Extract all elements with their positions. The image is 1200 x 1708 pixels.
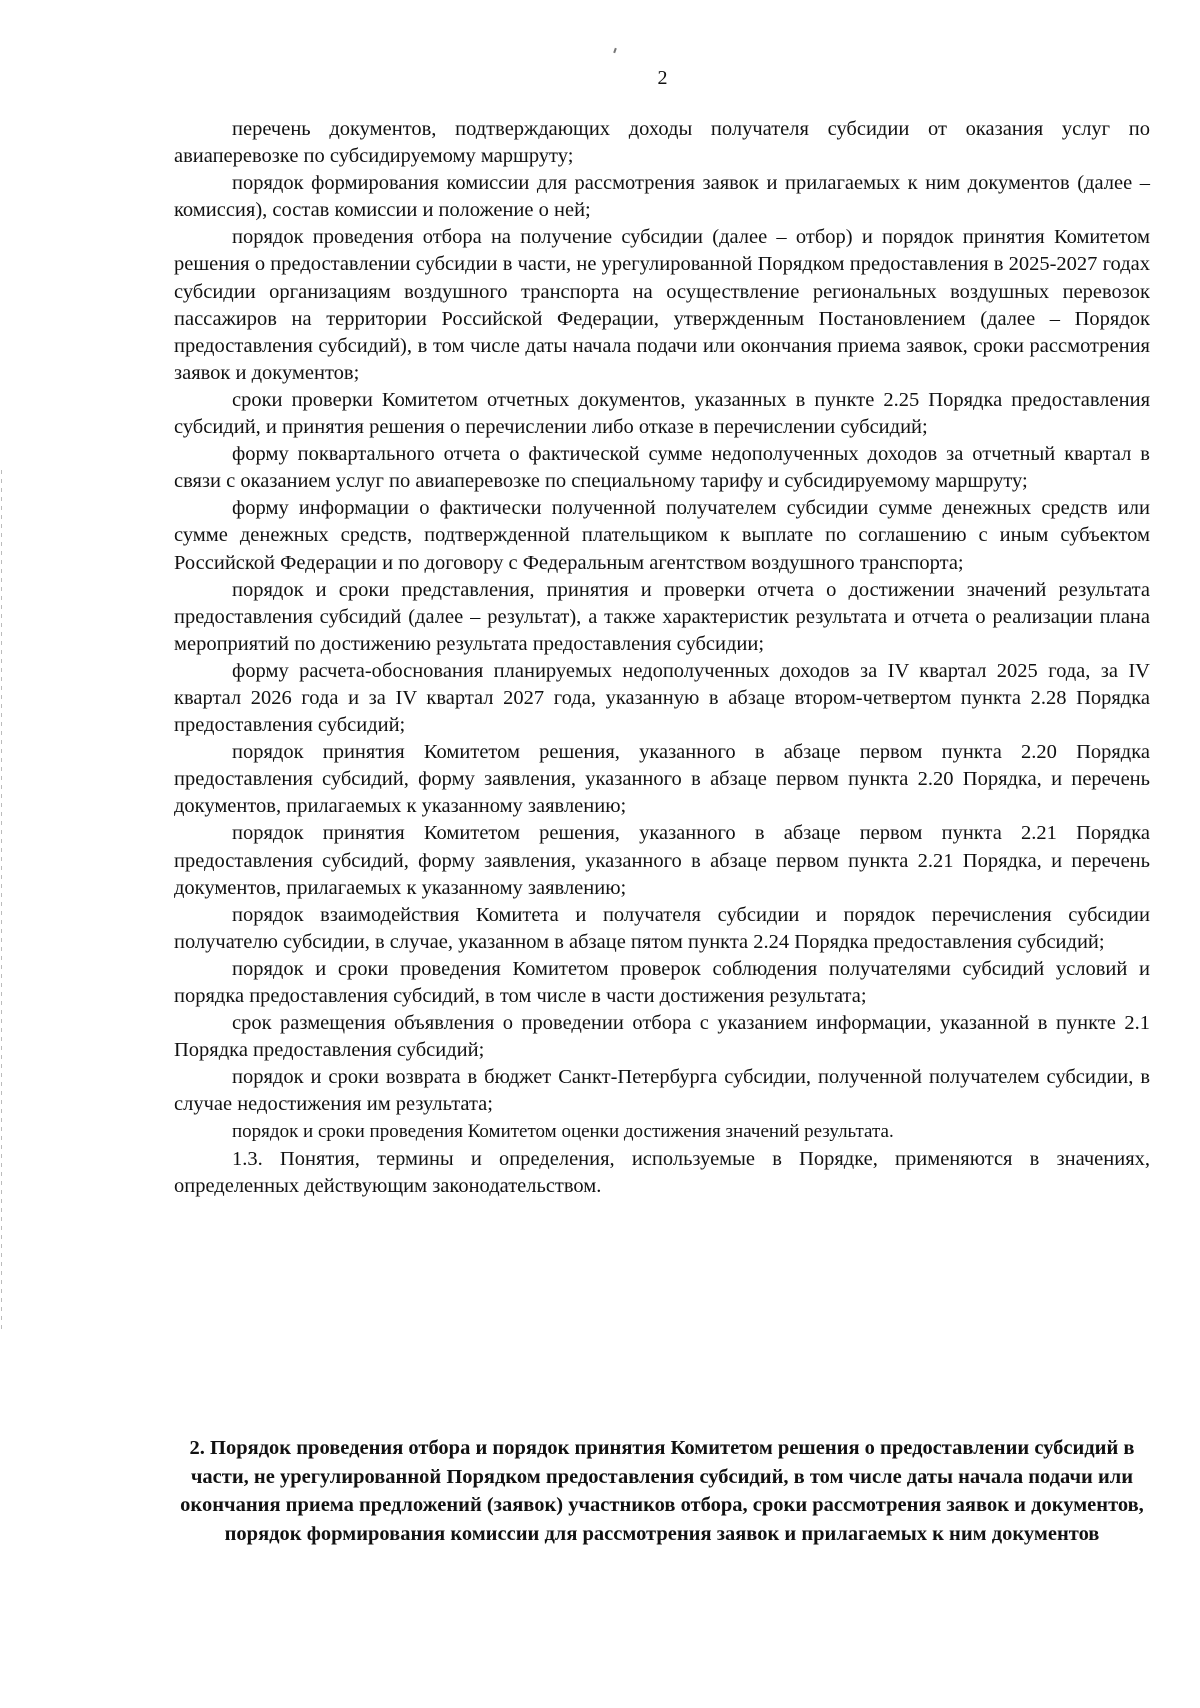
paragraph: порядок проведения отбора на получение субсидии (далее – отбор) и порядок принятия Комитетом решения о предоставлении субсидии в части, не урегулированной Порядком предоставления в 2025-2027 годах субсидии организациям воздушного транспорта на осуществление региональных воздушных перевозок пассажиров на территории Российской Федерации, утвержденным Постановлением (далее – Порядок предоставления субсидий), в том числе даты начала подачи или окончания приема заявок, сроки рассмотрения заявок и документов; (174, 226, 1150, 384)
paragraph: порядок и сроки возврата в бюджет Санкт-Петербурга субсидии, полученной получателем субсидии, в случае недостижения им результата; (174, 1066, 1150, 1116)
paragraph: порядок формирования комиссии для рассмотрения заявок и прилагаемых к ним документов (далее – комиссия), состав комиссии и положение о ней; (174, 172, 1150, 222)
scan-speck (613, 48, 617, 53)
paragraph: порядок принятия Комитетом решения, указанного в абзаце первом пункта 2.21 Порядка предоставления субсидий, форму заявления, указанного в абзаце первом пункта 2.21 Порядка, и перечень документов, прилагаемых к указанному заявлению; (174, 822, 1150, 899)
paragraph: форму расчета-обоснования планируемых недополученных доходов за IV квартал 2025 года, за IV квартал 2026 года и за IV квартал 2027 года, указанную в абзаце втором-четвертом пункта 2.28 Порядка предоставления субсидий; (174, 659, 1150, 737)
paragraph: порядок взаимодействия Комитета и получателя субсидии и порядок перечисления субсидии получателю субсидии, в случае, указанном в абзаце пятом пункта 2.24 Порядка предоставления субсидий; (174, 903, 1150, 953)
document-body (174, 116, 1150, 1200)
paragraph: сроки проверки Комитетом отчетных документов, указанных в пункте 2.25 Порядка предоставления субсидий, и принятия решения о перечислении либо отказе в перечислении субсидий; (174, 388, 1150, 439)
paragraph: форму поквартального отчета о фактической сумме недополученных доходов за отчетный квартал в связи с оказанием услуг по авиаперевозке по специальному тарифу и субсидируемому маршруту; (174, 443, 1150, 493)
paragraph: порядок и сроки представления, принятия и проверки отчета о достижении значений результата предоставления субсидий (далее – результат), а также характеристик результата и отчета о реализации плана мероприятий по достижению результата предоставления субсидии; (174, 578, 1150, 655)
paragraph: форму информации о фактически полученной получателем субсидии сумме денежных средств или сумме денежных средств, подтвержденной плательщиком к выплате по соглашению с иным субъектом Российской Федерации и по договору с Федеральным агентством воздушного транспорта; (174, 497, 1150, 574)
section-2-heading: 2. Порядок проведения отбора и порядок принятия Комитетом решения о предоставлении субсидий в части, не урегулированной Порядком предоставления субсидий, в том числе даты начала подачи или окончания приема предложений (заявок) участников отбора, сроки рассмотрения заявок и документов, порядок формирования комиссии для рассмотрения заявок и прилагаемых к ним документов (180, 1437, 1144, 1545)
paragraph-clause-1-3: 1.3. Понятия, термины и определения, используемые в Порядке, применяются в значениях, определенных действующим законодательством. (174, 1147, 1150, 1197)
page-number: 2 (657, 67, 668, 89)
paragraph: перечень документов, подтверждающих доходы получателя субсидии от оказания услуг по авиаперевозке по субсидируемому маршруту; (174, 118, 1150, 168)
paragraph: порядок и сроки проведения Комитетом оценки достижения значений результата. (232, 1121, 894, 1143)
paragraph: порядок принятия Комитетом решения, указанного в абзаце первом пункта 2.20 Порядка предоставления субсидий, форму заявления, указанного в абзаце первом пункта 2.20 Порядка, и перечень документов, прилагаемых к указанному заявлению; (174, 741, 1150, 818)
paragraph: порядок и сроки проведения Комитетом проверок соблюдения получателями субсидий условий и порядка предоставления субсидий, в том числе в части достижения результата; (174, 957, 1150, 1007)
paragraph: срок размещения объявления о проведении отбора с указанием информации, указанной в пункте 2.1 Порядка предоставления субсидий; (174, 1012, 1150, 1062)
scan-margin-artifact (1, 470, 2, 1330)
